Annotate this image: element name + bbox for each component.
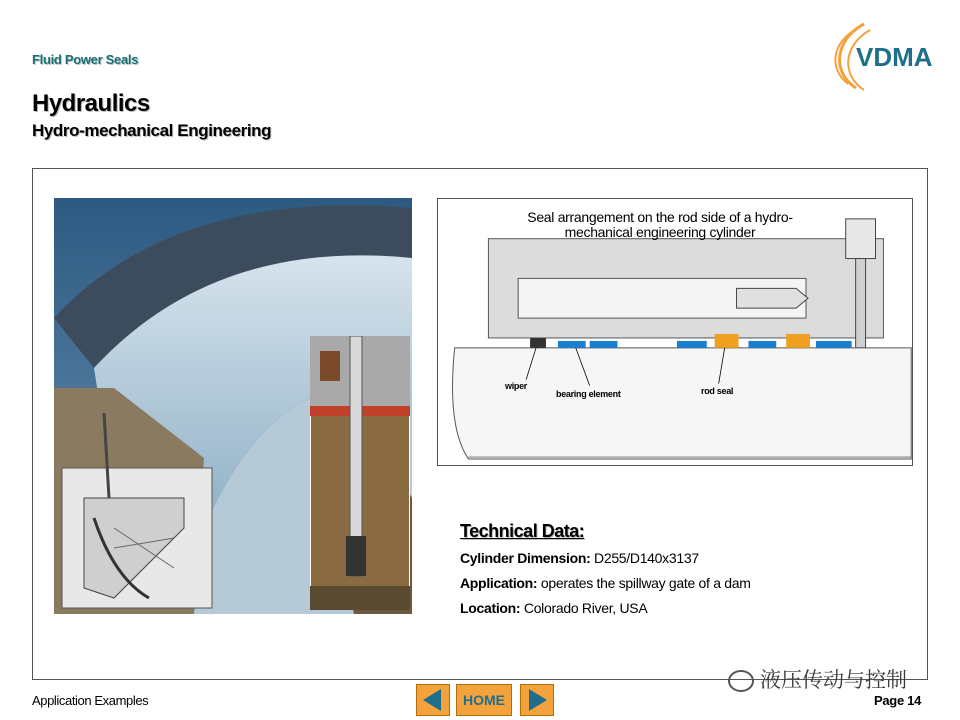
tech-row-dimension: [460, 550, 699, 566]
diagram-caption: [490, 210, 830, 240]
page-number: Page 14: [874, 693, 922, 708]
watermark: [728, 664, 907, 694]
tech-label: Cylinder Dimension:: [460, 550, 591, 566]
page-subtitle: Hydro-mechanical Engineering: [32, 121, 272, 140]
category-label: Fluid Power Seals: [32, 52, 139, 67]
tech-row-location: [460, 600, 647, 616]
logo-text: VDMA: [856, 42, 933, 72]
label-rod-seal: rod seal: [701, 386, 734, 396]
prev-button[interactable]: [416, 684, 450, 716]
home-button[interactable]: HOME: [456, 684, 512, 716]
diagram-caption-line2: mechanical engineering cylinder: [564, 224, 756, 240]
cylinder-photo: [310, 336, 410, 610]
tech-value: D255/D140x3137: [590, 550, 699, 566]
tech-value: Colorado River, USA: [520, 600, 648, 616]
arrow-left-icon: [417, 685, 449, 715]
tech-label: Application:: [460, 575, 538, 591]
tech-row-application: [460, 575, 751, 591]
tech-value: operates the spillway gate of a dam: [537, 575, 751, 591]
technical-heading: Technical Data:: [460, 521, 585, 541]
label-bearing-element: bearing element: [556, 389, 621, 399]
footer-section-label: Application Examples: [32, 693, 149, 708]
label-wiper: wiper: [505, 381, 528, 391]
diagram-caption-line1: Seal arrangement on the rod side of a hydro-: [527, 209, 793, 225]
arrow-right-icon: [521, 685, 553, 715]
wechat-icon: [728, 670, 754, 692]
tech-label: Location:: [460, 600, 521, 616]
page-title: Hydraulics: [32, 90, 150, 117]
next-button[interactable]: [520, 684, 554, 716]
watermark-text: 液压传动与控制: [760, 669, 907, 692]
